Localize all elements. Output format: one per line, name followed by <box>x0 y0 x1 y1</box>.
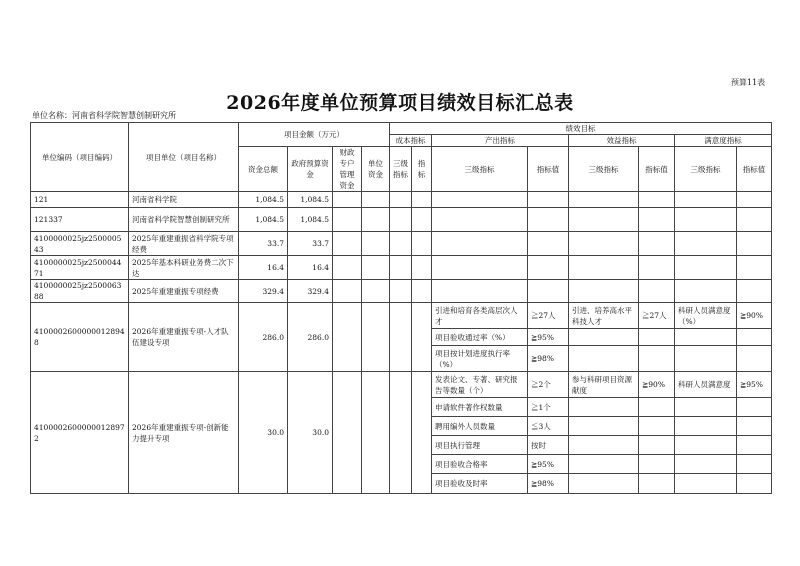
output-value: ≧95% <box>528 455 569 474</box>
row-name: 2026年重建重振专项-人才队伍建设专项 <box>129 303 239 372</box>
row-code: 41000026000000128948 <box>31 303 129 372</box>
output-value: ≧27人 <box>528 303 569 329</box>
page-title: 2026年度单位预算项目绩效目标汇总表 <box>226 92 574 114</box>
header-perf-goals: 绩效目标 <box>390 123 772 135</box>
row-name: 河南省科学院 <box>129 192 239 208</box>
output-value: ≧2个 <box>528 372 569 398</box>
row-code: 121337 <box>31 208 129 232</box>
table-row <box>31 303 772 329</box>
header-output-level3: 三级指标 <box>432 147 528 192</box>
row-gov: 1,084.5 <box>288 192 333 208</box>
table-number-label: 预算11表 <box>731 78 766 87</box>
row-gov: 1,084.5 <box>288 208 333 232</box>
satisfaction-indicator: 科研人员满意度 <box>675 372 737 398</box>
row-total: 1,084.5 <box>239 192 288 208</box>
row-total: 329.4 <box>239 280 288 303</box>
table-row <box>31 372 772 398</box>
output-value: ≧98% <box>528 474 569 494</box>
header-output: 产出指标 <box>432 135 569 147</box>
row-code: 4100000025jz250004471 <box>31 256 129 280</box>
benefit-value: ≧27人 <box>639 303 675 329</box>
row-name: 2026年重建重振专项-创新能力提升专项 <box>129 372 239 494</box>
header-cost: 成本指标 <box>390 135 432 147</box>
header-benefit: 效益指标 <box>569 135 675 147</box>
output-value: ≧1个 <box>528 398 569 417</box>
row-gov: 329.4 <box>288 280 333 303</box>
benefit-value: ≧90% <box>639 372 675 398</box>
output-value: ≦3人 <box>528 417 569 436</box>
row-code: 4100000025jz250000543 <box>31 232 129 256</box>
row-name: 2025年基本科研业务费二次下达 <box>129 256 239 280</box>
row-name: 2025年重建重振省科学院专项经费 <box>129 232 239 256</box>
benefit-indicator: 引进、培养高水平科技人才 <box>569 303 639 329</box>
table-row <box>31 256 772 280</box>
output-indicator: 聘用编外人员数量 <box>432 417 528 436</box>
output-value: ≧98% <box>528 346 569 372</box>
unit-name-line: 单位名称：河南省科学院智慧创制研究所 <box>32 111 176 120</box>
row-code: 121 <box>31 192 129 208</box>
row-name: 河南省科学院智慧创制研究所 <box>129 208 239 232</box>
output-value: ≧95% <box>528 329 569 346</box>
output-indicator: 引进和培育各类高层次人才 <box>432 303 528 329</box>
row-name: 2025年重建重振专项经费 <box>129 280 239 303</box>
row-gov: 30.0 <box>288 372 333 494</box>
header-own: 单位资金 <box>362 147 390 192</box>
header-sat-level3: 三级指标 <box>675 147 737 192</box>
performance-table <box>30 122 772 494</box>
header-benefit-value: 指标值 <box>639 147 675 192</box>
benefit-indicator: 参与科研项目资源献度 <box>569 372 639 398</box>
header-satisfaction: 满意度指标 <box>675 135 772 147</box>
output-indicator: 项目验收通过率（%） <box>432 329 528 346</box>
header-unit: 项目单位（项目名称） <box>129 123 239 192</box>
row-code: 4100000025jz250006388 <box>31 280 129 303</box>
header-total: 资金总额 <box>239 147 288 192</box>
row-code: 41000026000000128972 <box>31 372 129 494</box>
row-total: 286.0 <box>239 303 288 372</box>
output-indicator: 申请软件著作权数量 <box>432 398 528 417</box>
row-gov: 16.4 <box>288 256 333 280</box>
header-cost-level3: 三级指标 <box>390 147 412 192</box>
output-indicator: 项目验收及时率 <box>432 474 528 494</box>
table-row <box>31 232 772 256</box>
row-gov: 33.7 <box>288 232 333 256</box>
header-benefit-level3: 三级指标 <box>569 147 639 192</box>
output-indicator: 项目执行管理 <box>432 436 528 455</box>
row-total: 1,084.5 <box>239 208 288 232</box>
output-indicator: 项目按计划进度执行率（%） <box>432 346 528 372</box>
satisfaction-indicator: 科研人员满意度（%） <box>675 303 737 329</box>
header-cost-indicator: 指标 <box>412 147 432 192</box>
satisfaction-value: ≧90% <box>737 303 772 329</box>
output-indicator: 项目验收合格率 <box>432 455 528 474</box>
header-output-value: 指标值 <box>528 147 569 192</box>
table-row <box>31 192 772 208</box>
row-gov: 286.0 <box>288 303 333 372</box>
header-sat-value: 指标值 <box>737 147 772 192</box>
output-value: 按时 <box>528 436 569 455</box>
header-amount-group: 项目金额（万元） <box>239 123 390 147</box>
row-total: 16.4 <box>239 256 288 280</box>
table-row <box>31 208 772 232</box>
header-code: 单位编码（项目编码） <box>31 123 129 192</box>
row-total: 33.7 <box>239 232 288 256</box>
row-total: 30.0 <box>239 372 288 494</box>
output-indicator: 发表论文、专著、研究报告等数量（个） <box>432 372 528 398</box>
header-special: 财政专户管理资金 <box>333 147 362 192</box>
header-gov: 政府预算资金 <box>288 147 333 192</box>
table-row <box>31 280 772 303</box>
satisfaction-value: ≧95% <box>737 372 772 398</box>
